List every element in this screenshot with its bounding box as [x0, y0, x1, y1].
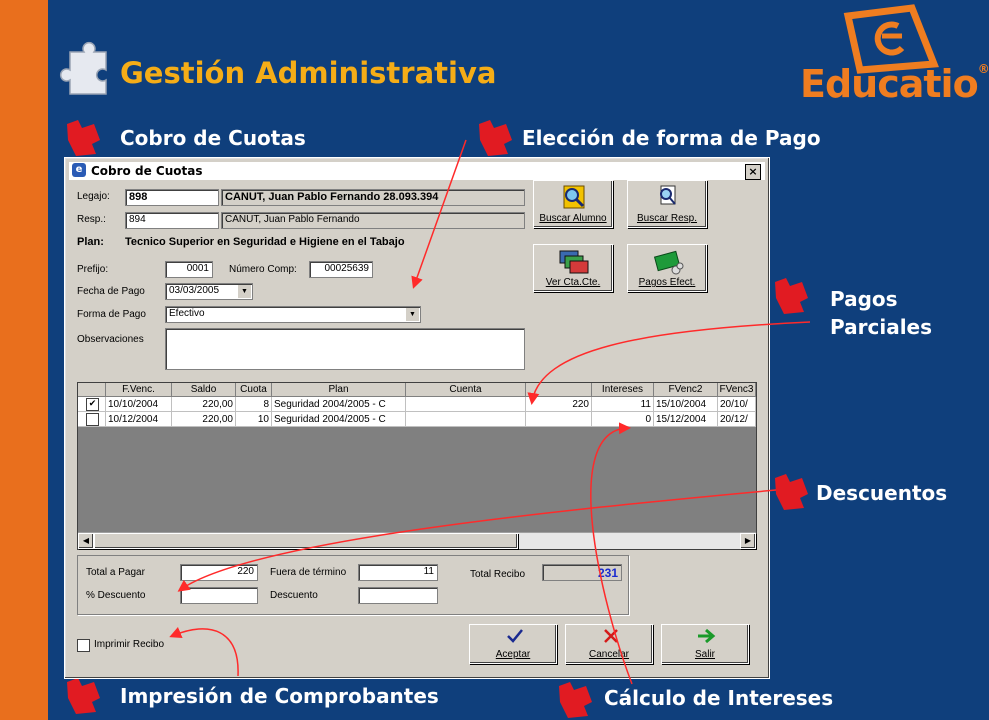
total-recibo-label: Total Recibo [470, 569, 526, 580]
chevron-down-icon[interactable]: ▼ [406, 308, 419, 321]
grid-cell: 15/12/2004 [654, 412, 718, 427]
prefijo-label: Prefijo: [77, 264, 109, 275]
legajo-input[interactable]: 898 [125, 189, 219, 206]
grid-cell: Seguridad 2004/2005 - C [272, 412, 406, 427]
total-recibo-field: 231 [542, 564, 622, 581]
numero-comp-input[interactable]: 00025639 [309, 261, 373, 278]
legajo-name-field: CANUT, Juan Pablo Fernando 28.093.394 [221, 189, 525, 206]
legajo-label: Legajo: [77, 191, 110, 202]
arrow-forma-pago [414, 140, 466, 286]
grid-cell: 0 [592, 412, 654, 427]
grid-header[interactable]: FVenc3 [718, 383, 756, 397]
scroll-right-icon[interactable]: ▶ [740, 533, 756, 549]
grid-cell: 8 [236, 397, 272, 412]
salir-button[interactable]: Salir [661, 624, 749, 664]
callout-intereses: Cálculo de Intereses [604, 686, 834, 710]
fecha-pago-label: Fecha de Pago [77, 286, 145, 297]
grid-header[interactable]: FVenc2 [654, 383, 718, 397]
callout-pagos-parciales: Pagos Parciales [830, 287, 933, 339]
callout-impresion: Impresión de Comprobantes [120, 684, 439, 708]
slide-title: Gestión Administrativa [120, 56, 497, 90]
grid-cell: 20/10/ [718, 397, 756, 412]
grid-cell: 15/10/2004 [654, 397, 718, 412]
grid-cell: 220,00 [172, 412, 236, 427]
buscar-resp-button[interactable]: Buscar Resp. [627, 180, 707, 228]
grid-header[interactable]: Saldo [172, 383, 236, 397]
ver-cta-cte-button[interactable]: Ver Cta.Cte. [533, 244, 613, 292]
scroll-left-icon[interactable]: ◀ [78, 533, 94, 549]
arrow-pagos-parciales [532, 322, 810, 402]
row-checkbox[interactable]: ✔ [86, 398, 99, 411]
aceptar-button[interactable]: Aceptar [469, 624, 557, 664]
observaciones-label: Observaciones [77, 334, 144, 345]
plan-label: Plan: [77, 236, 104, 248]
grid-cell: 10/12/2004 [106, 412, 172, 427]
fuera-termino-field[interactable]: 11 [358, 564, 438, 581]
forma-pago-label: Forma de Pago [77, 309, 146, 320]
pagos-efect-button[interactable]: Pagos Efect. [627, 244, 707, 292]
grid-header[interactable]: Cuota [236, 383, 272, 397]
grid-header[interactable]: Cuenta [406, 383, 526, 397]
callout-descuentos: Descuentos [816, 481, 948, 505]
grid-cell: 10 [236, 412, 272, 427]
grid-cell-pago[interactable]: 220 [526, 397, 592, 412]
fuera-termino-label: Fuera de término [270, 567, 347, 578]
buscar-alumno-button[interactable]: Buscar Alumno [533, 180, 613, 228]
imprimir-recibo-label: Imprimir Recibo [94, 639, 165, 650]
grid-cell: 10/10/2004 [106, 397, 172, 412]
grid-cell: 11 [592, 397, 654, 412]
grid-header[interactable]: Plan [272, 383, 406, 397]
callout-cobro: Cobro de Cuotas [120, 126, 306, 150]
plan-value: Tecnico Superior en Seguridad e Higiene en el Tabajo [125, 236, 405, 248]
forma-pago-value: Efectivo [169, 308, 205, 319]
chevron-down-icon[interactable]: ▼ [238, 285, 251, 298]
educatio-logo-text: Educatio® [800, 62, 989, 106]
descuento-label: Descuento [270, 590, 318, 601]
close-button[interactable]: × [745, 164, 761, 180]
callout-forma-pago: Elección de forma de Pago [522, 126, 821, 150]
grid-cell: 220,00 [172, 397, 236, 412]
resp-name-field: CANUT, Juan Pablo Fernando [221, 212, 525, 229]
arrow-descuentos [180, 490, 776, 590]
grid-cell: Seguridad 2004/2005 - C [272, 397, 406, 412]
prefijo-input[interactable]: 0001 [165, 261, 213, 278]
grid-cell: 20/12/ [718, 412, 756, 427]
total-pagar-label: Total a Pagar [86, 567, 145, 578]
grid-header[interactable]: Intereses [592, 383, 654, 397]
arrow-impresion [172, 629, 238, 676]
cancelar-button[interactable]: Cancelar [565, 624, 653, 664]
numero-comp-label: Número Comp: [229, 264, 297, 275]
total-pagar-field[interactable]: 220 [180, 564, 258, 581]
fecha-pago-value: 03/03/2005 [169, 285, 220, 296]
window-title: Cobro de Cuotas [91, 164, 203, 178]
app-icon: e [72, 163, 86, 177]
resp-label: Resp.: [77, 214, 106, 225]
resp-input[interactable]: 894 [125, 212, 219, 229]
pct-descuento-label: % Descuento [86, 590, 146, 601]
grid-header[interactable]: F.Venc. [106, 383, 172, 397]
arrow-intereses [591, 428, 632, 684]
